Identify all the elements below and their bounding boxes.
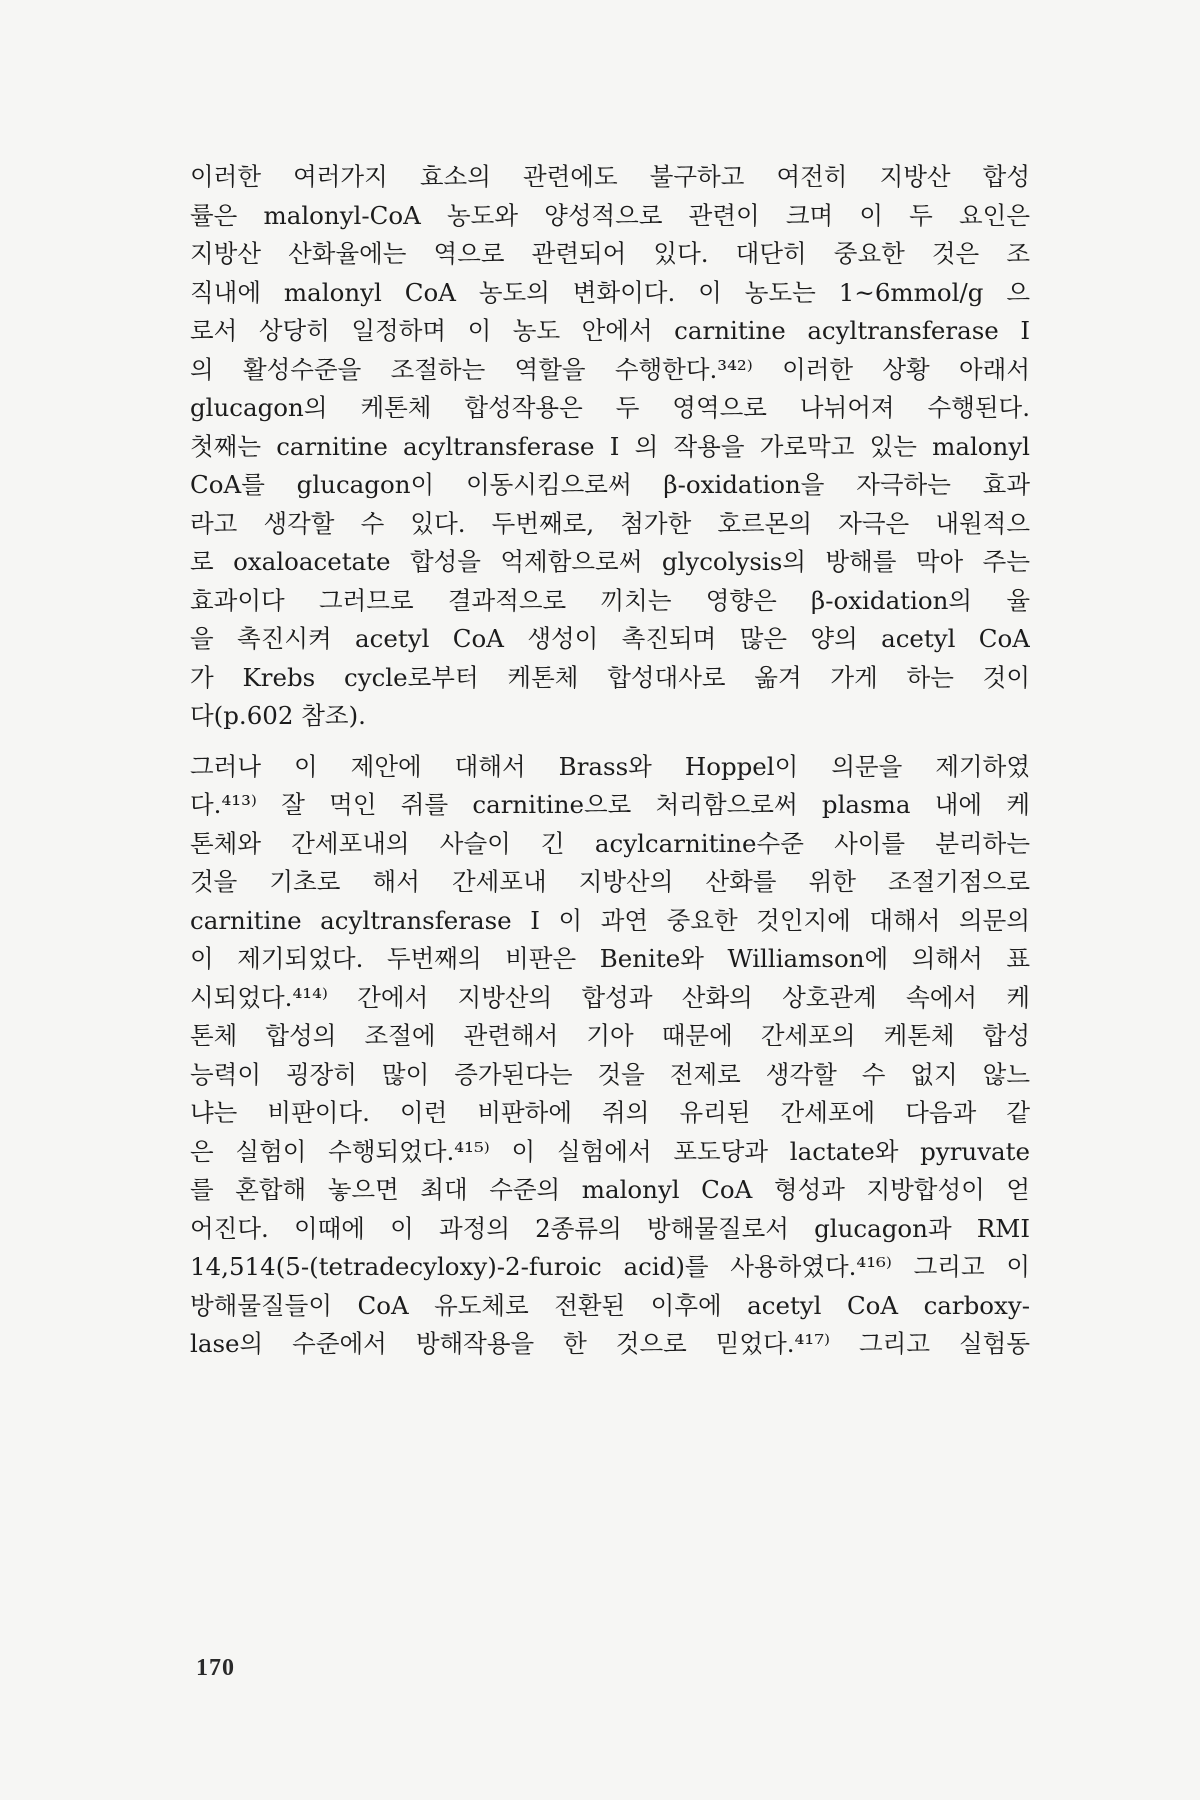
text-line: 다(p.602 참조). — [190, 701, 366, 730]
paragraph-gap — [190, 736, 1030, 748]
text-line: 효과이다 그러므로 결과적으로 끼치는 영향은 β-oxidation의 율 — [190, 585, 1030, 615]
text-line: 방해물질들이 CoA 유도체로 전환된 이후에 acetyl CoA carboxy- — [190, 1290, 1030, 1320]
paragraph-2 — [190, 748, 1030, 1364]
text-line: 시되었다.⁴¹⁴⁾ 간에서 지방산의 합성과 산화의 상호관계 속에서 케 — [190, 982, 1030, 1012]
text-line: 능력이 굉장히 많이 증가된다는 것을 전제로 생각할 수 없지 않느 — [190, 1059, 1030, 1089]
text-line: 14,514(5-(tetradecyloxy)-2-furoic acid)를 사용하였다.⁴¹⁶⁾ 그리고 이 — [190, 1252, 1030, 1281]
text-line: 톤체와 간세포내의 사슬이 긴 acylcarnitine수준 사이를 분리하는 — [190, 828, 1030, 858]
text-line: 의 활성수준을 조절하는 역할을 수행한다.³⁴²⁾ 이러한 상황 아래서 — [190, 354, 1030, 384]
body-text — [190, 158, 1030, 1364]
text-line: glucagon의 케톤체 합성작용은 두 영역으로 나뉘어져 수행된다. — [190, 393, 1030, 422]
text-line: 로서 상당히 일정하며 이 농도 안에서 carnitine acyltransferase I — [190, 316, 1030, 345]
text-line: 이 제기되었다. 두번째의 비판은 Benite와 Williamson에 의해서 표 — [190, 944, 1030, 973]
text-line: 지방산 산화율에는 역으로 관련되어 있다. 대단히 중요한 것은 조 — [190, 239, 1030, 268]
text-line: 그러나 이 제안에 대해서 Brass와 Hoppel이 의문을 제기하였 — [190, 751, 1030, 781]
page-number: 170 — [196, 1655, 235, 1681]
text-line: carnitine acyltransferase I 이 과연 중요한 것인지에 대해서 의문의 — [190, 905, 1030, 935]
text-line: 로 oxaloacetate 합성을 억제함으로써 glycolysis의 방해를 막아 주는 — [190, 547, 1030, 576]
text-line: 를 혼합해 놓으면 최대 수준의 malonyl CoA 형성과 지방합성이 얻 — [190, 1175, 1030, 1204]
text-line: CoA를 glucagon이 이동시킴으로써 β-oxidation을 자극하는 효과 — [190, 470, 1030, 499]
text-line: 라고 생각할 수 있다. 두번째로, 첨가한 호르몬의 자극은 내원적으 — [190, 508, 1030, 538]
text-line: 직내에 malonyl CoA 농도의 변화이다. 이 농도는 1~6mmol/g 으 — [190, 277, 1030, 307]
text-line: lase의 수준에서 방해작용을 한 것으로 믿었다.⁴¹⁷⁾ 그리고 실험동 — [190, 1329, 1030, 1358]
text-line: 을 촉진시켜 acetyl CoA 생성이 촉진되며 많은 양의 acetyl CoA — [190, 624, 1030, 653]
text-line: 냐는 비판이다. 이런 비판하에 쥐의 유리된 간세포에 다음과 같 — [190, 1098, 1030, 1127]
text-line: 률은 malonyl-CoA 농도와 양성적으로 관련이 크며 이 두 요인은 — [190, 200, 1030, 230]
text-line: 것을 기초로 해서 간세포내 지방산의 산화를 위한 조절기점으로 — [190, 867, 1030, 896]
text-line: 어진다. 이때에 이 과정의 2종류의 방해물질로서 glucagon과 RMI — [190, 1213, 1030, 1243]
text-line: 이러한 여러가지 효소의 관련에도 불구하고 여전히 지방산 합성 — [190, 162, 1030, 191]
paragraph-1 — [190, 158, 1030, 736]
text-line: 가 Krebs cycle로부터 케톤체 합성대사로 옮겨 가게 하는 것이 — [190, 662, 1030, 692]
text-line: 다.⁴¹³⁾ 잘 먹인 쥐를 carnitine으로 처리함으로써 plasma 내에 케 — [190, 790, 1030, 819]
text-line: 톤체 합성의 조절에 관련해서 기아 때문에 간세포의 케톤체 합성 — [190, 1021, 1030, 1050]
text-line: 은 실험이 수행되었다.⁴¹⁵⁾ 이 실험에서 포도당과 lactate와 pyruvate — [190, 1136, 1030, 1166]
text-line: 첫째는 carnitine acyltransferase I 의 작용을 가로막고 있는 malonyl — [190, 431, 1030, 461]
